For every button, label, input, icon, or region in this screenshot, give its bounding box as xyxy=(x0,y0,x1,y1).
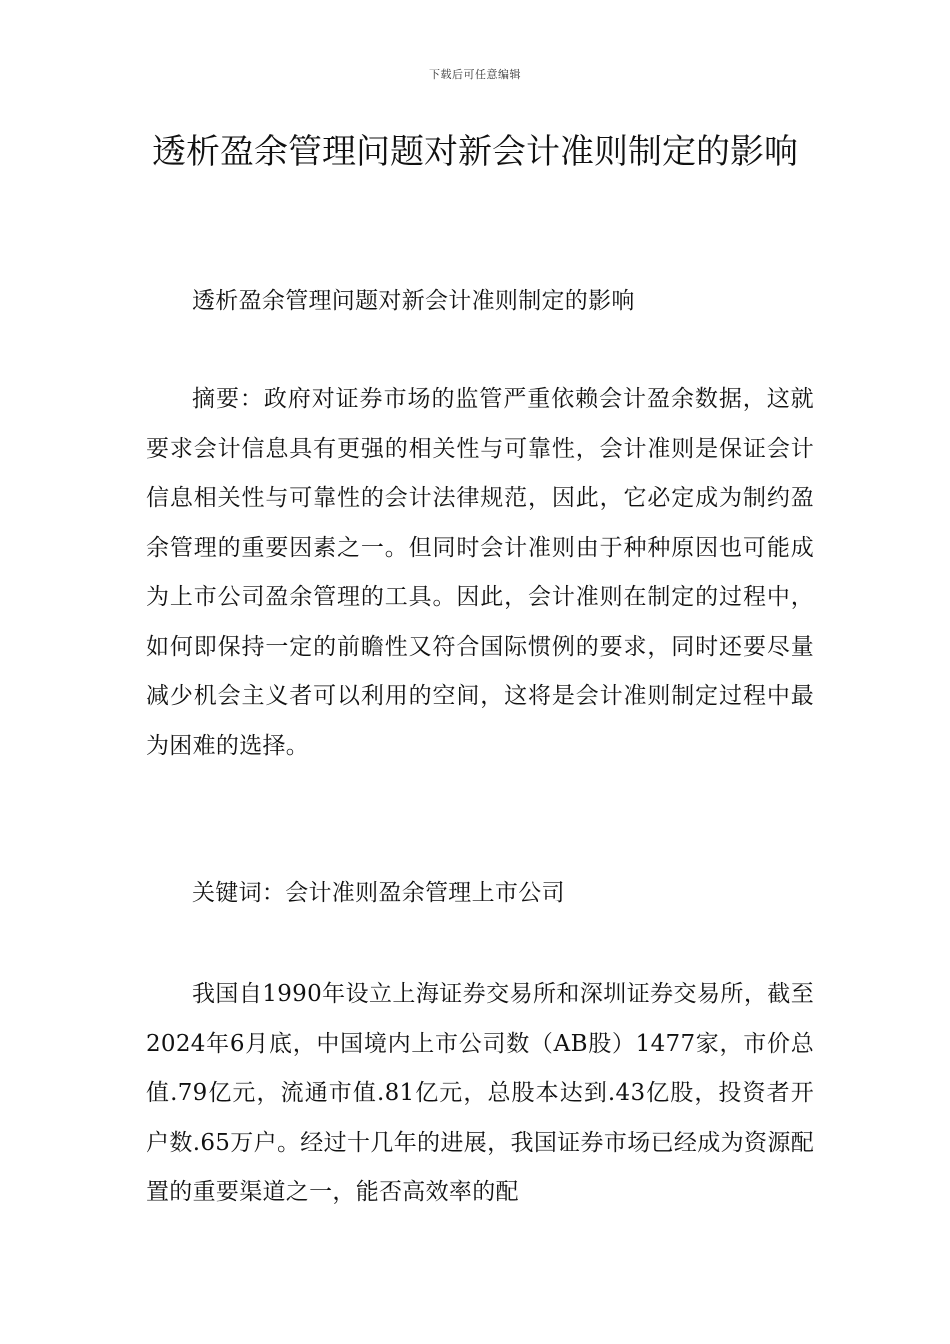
header-note: 下载后可任意编辑 xyxy=(429,68,521,81)
abstract-paragraph: 摘要：政府对证券市场的监管严重依赖会计盈余数据，这就要求会计信息具有更强的相关性与可靠性，会计准则是保证会计信息相关性与可靠性的会计法律规范，因此，它必定成为制约盈余管理的重要因素之一。但同时会计准则由于种种原因也可能成为上市公司盈余管理的工具。因此，会计准则在制定的过程中，如何即保持一定的前瞻性又符合国际惯例的要求，同时还要尽量减少机会主义者可以利用的空间，这将是会计准则制定过程中最为困难的选择。 xyxy=(146,386,814,759)
document-title: 透析盈余管理问题对新会计准则制定的影响 xyxy=(152,132,798,172)
intro-paragraph: 我国自1990年设立上海证券交易所和深圳证券交易所，截至2024年6月底，中国境内上市公司数（AB股）1477家，市价总值.79亿元，流通市值.81亿元，总股本达到.43亿股，投资者开户数.65万户。经过十几年的进展，我国证券市场已经成为资源配置的重要渠道之一，能否高效率的配 xyxy=(146,981,814,1205)
keywords-paragraph: 关键词：会计准则盈余管理上市公司 xyxy=(192,880,565,906)
subtitle-paragraph: 透析盈余管理问题对新会计准则制定的影响 xyxy=(192,288,635,314)
